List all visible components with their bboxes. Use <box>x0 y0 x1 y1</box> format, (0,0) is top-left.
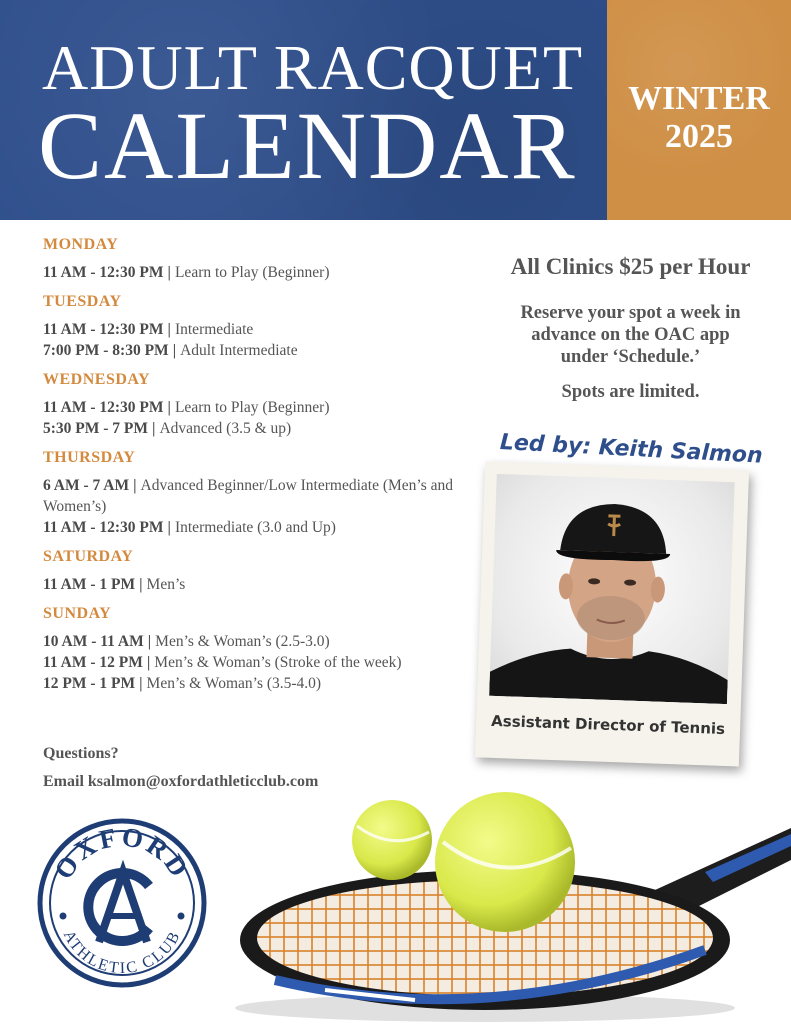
instructor-caption: Assistant Director of Tennis <box>490 711 726 739</box>
reserve-line-3: under ‘Schedule.’ <box>560 347 701 367</box>
day-block-thursday <box>43 449 463 538</box>
session-description: Learn to Play (Beginner) <box>174 264 330 281</box>
session-row <box>43 397 463 418</box>
season-year: 2025 <box>665 118 733 155</box>
session-row <box>43 517 463 538</box>
session-row <box>43 631 463 652</box>
questions-label: Questions? <box>43 745 119 762</box>
session-time: 11 AM - 1 PM <box>43 576 136 593</box>
title-line-2: CALENDAR <box>38 92 577 199</box>
racquet-and-balls-image <box>235 790 791 1024</box>
contact-info <box>43 740 318 796</box>
session-time: 11 AM - 12 PM <box>43 654 143 671</box>
session-row <box>43 574 463 595</box>
day-block-monday <box>43 236 463 283</box>
day-name: MONDAY <box>43 236 119 253</box>
day-name: SUNDAY <box>43 605 112 622</box>
instructor-portrait-icon <box>489 474 735 704</box>
session-time: 11 AM - 12:30 PM <box>43 264 164 281</box>
reserve-line-1: Reserve your spot a week in <box>520 303 741 323</box>
session-row <box>43 340 463 361</box>
season-block <box>607 0 791 220</box>
session-row <box>43 262 463 283</box>
oxford-athletic-club-logo <box>37 818 207 988</box>
session-time: 10 AM - 11 AM <box>43 633 144 650</box>
session-separator: | <box>133 477 137 494</box>
session-time: 6 AM - 7 AM <box>43 477 130 494</box>
instructor-polaroid <box>475 461 749 766</box>
header-banner <box>0 0 791 220</box>
session-row <box>43 652 463 673</box>
session-separator: | <box>167 519 171 536</box>
logo-emblem-icon <box>37 818 207 988</box>
day-block-tuesday <box>43 293 463 361</box>
spots-limited: Spots are limited. <box>561 382 700 402</box>
session-description: Advanced (3.5 & up) <box>159 420 292 437</box>
session-time: 11 AM - 12:30 PM <box>43 399 164 416</box>
session-row <box>43 673 463 694</box>
session-description: Intermediate (3.0 and Up) <box>174 519 336 536</box>
session-description: Advanced Beginner/Low Intermediate (Men’s and Women’s) <box>43 477 454 515</box>
session-separator: | <box>146 654 151 671</box>
logo-bottom-text: ATHLETIC CLUB <box>59 927 185 978</box>
weekly-schedule <box>43 236 463 704</box>
instructor-photo <box>489 474 735 704</box>
clinic-info <box>470 254 791 403</box>
session-description: Adult Intermediate <box>180 342 298 359</box>
day-block-sunday <box>43 605 463 694</box>
session-description: Men’s & Woman’s (3.5-4.0) <box>146 675 322 692</box>
session-separator: | <box>167 321 171 338</box>
session-time: 5:30 PM - 7 PM <box>43 420 149 437</box>
session-separator: | <box>152 420 156 437</box>
reserve-note <box>470 302 791 368</box>
contact-email[interactable]: Email ksalmon@oxfordathleticclub.com <box>43 773 319 790</box>
session-row <box>43 319 463 340</box>
logo-top-text: OXFORD <box>48 821 196 885</box>
session-separator: | <box>139 576 143 593</box>
session-row <box>43 475 463 517</box>
session-time: 11 AM - 12:30 PM <box>43 519 164 536</box>
session-description: Men’s <box>146 576 186 593</box>
session-description: Men’s & Woman’s (Stroke of the week) <box>154 654 402 671</box>
session-separator: | <box>147 633 152 650</box>
session-description: Intermediate <box>174 321 254 338</box>
clinic-price: All Clinics $25 per Hour <box>510 254 751 279</box>
title-line-1: ADULT RACQUET <box>42 32 584 103</box>
session-time: 7:00 PM - 8:30 PM <box>43 342 169 359</box>
day-block-wednesday <box>43 371 463 439</box>
session-time: 11 AM - 12:30 PM <box>43 321 164 338</box>
day-name: THURSDAY <box>43 449 136 466</box>
led-by-label: Led by: Keith Salmon <box>499 430 764 469</box>
day-name: SATURDAY <box>43 548 134 565</box>
session-description: Learn to Play (Beginner) <box>174 399 330 416</box>
session-separator: | <box>139 675 143 692</box>
session-row <box>43 418 463 439</box>
tennis-racquet-icon <box>235 790 791 1024</box>
day-name: TUESDAY <box>43 293 122 310</box>
session-description: Men’s & Woman’s (2.5-3.0) <box>155 633 330 650</box>
session-separator: | <box>167 399 171 416</box>
title-block <box>0 0 607 220</box>
day-block-saturday <box>43 548 463 595</box>
session-separator: | <box>172 342 177 359</box>
season-label: WINTER <box>628 80 770 117</box>
session-separator: | <box>167 264 171 281</box>
day-name: WEDNESDAY <box>43 371 151 388</box>
reserve-line-2: advance on the OAC app <box>531 325 730 345</box>
session-time: 12 PM - 1 PM <box>43 675 136 692</box>
